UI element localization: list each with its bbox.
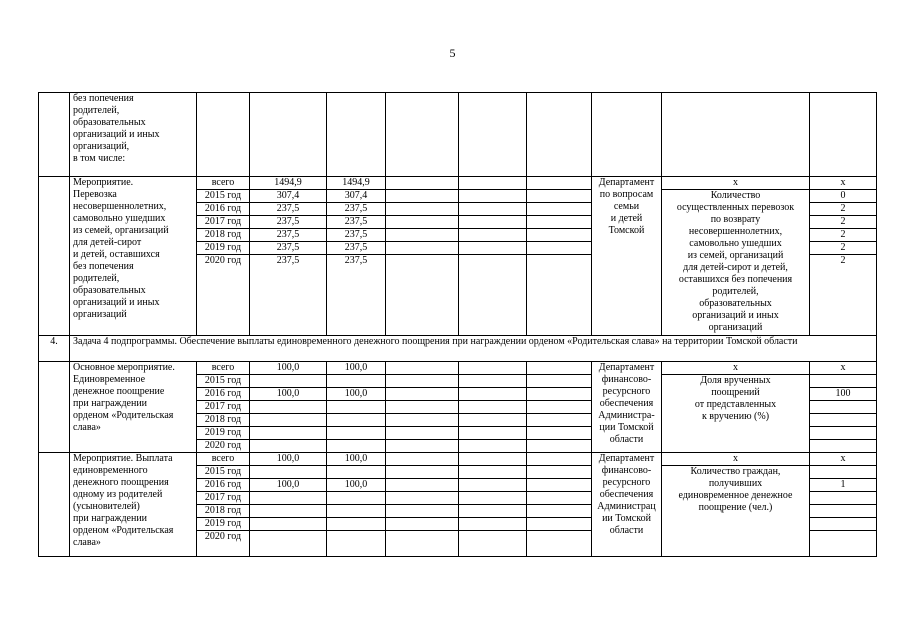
table-cell xyxy=(250,93,327,177)
budget-cell xyxy=(327,401,386,414)
empty-cell xyxy=(459,388,527,401)
year-cell: 2020 год xyxy=(197,255,250,336)
total-cell: 100,0 xyxy=(250,479,327,492)
empty-cell xyxy=(527,466,592,479)
empty-cell xyxy=(459,177,527,190)
budget-cell: 100,0 xyxy=(327,479,386,492)
indicator-value: 2 xyxy=(810,229,877,242)
table-cell xyxy=(39,93,70,177)
empty-cell xyxy=(459,375,527,388)
empty-cell xyxy=(386,479,459,492)
empty-cell xyxy=(527,427,592,440)
empty-cell xyxy=(386,375,459,388)
empty-cell xyxy=(459,242,527,255)
year-cell: всего xyxy=(197,362,250,375)
executor-cell: Департамент по вопросам семьи и детей Томской xyxy=(592,177,662,336)
budget-cell: 237,5 xyxy=(327,229,386,242)
table-row xyxy=(39,336,877,362)
year-cell: 2016 год xyxy=(197,479,250,492)
empty-cell xyxy=(527,479,592,492)
empty-cell xyxy=(386,177,459,190)
year-cell: 2019 год xyxy=(197,242,250,255)
empty-cell xyxy=(527,531,592,557)
empty-cell xyxy=(386,453,459,466)
total-cell: 237,5 xyxy=(250,229,327,242)
empty-cell xyxy=(527,453,592,466)
table-row xyxy=(39,453,877,466)
table-row xyxy=(39,177,877,190)
year-cell: 2017 год xyxy=(197,492,250,505)
indicator-value: 2 xyxy=(810,203,877,216)
measure-name: Мероприятие. Выплата единовременного денежного поощрения одному из родителей (усыновителей) при награждении орденом «Родительская слава» xyxy=(70,453,197,557)
empty-cell xyxy=(527,492,592,505)
empty-cell xyxy=(386,216,459,229)
budget-cell: 237,5 xyxy=(327,242,386,255)
year-cell: 2016 год xyxy=(197,203,250,216)
indicator-value xyxy=(810,375,877,388)
empty-cell xyxy=(386,190,459,203)
empty-cell xyxy=(459,466,527,479)
empty-cell xyxy=(527,440,592,453)
indicator-cell: Доля врученных поощрений от представленных к вручению (%) xyxy=(662,375,810,453)
total-cell: 237,5 xyxy=(250,242,327,255)
table-cell xyxy=(386,93,459,177)
empty-cell xyxy=(386,229,459,242)
table-cell xyxy=(527,93,592,177)
budget-cell: 100,0 xyxy=(327,453,386,466)
indicator-value xyxy=(810,505,877,518)
empty-cell xyxy=(386,440,459,453)
indicator-cell: Количество граждан, получивших единовременное денежное поощрение (чел.) xyxy=(662,466,810,557)
table-body xyxy=(39,93,877,557)
budget-cell xyxy=(327,518,386,531)
budget-cell: 100,0 xyxy=(327,388,386,401)
year-cell: 2017 год xyxy=(197,216,250,229)
empty-cell xyxy=(386,466,459,479)
indicator-value: 1 xyxy=(810,479,877,492)
empty-cell xyxy=(527,375,592,388)
budget-cell xyxy=(327,531,386,557)
indicator-value xyxy=(810,401,877,414)
table-cell xyxy=(327,93,386,177)
budget-cell: 237,5 xyxy=(327,203,386,216)
task-title: Задача 4 подпрограммы. Обеспечение выплаты единовременного денежного поощрения при награждении орденом «Родительская слава» на территории Томской области xyxy=(70,336,877,362)
indicator-value xyxy=(810,414,877,427)
empty-cell xyxy=(386,203,459,216)
table-cell xyxy=(459,93,527,177)
empty-cell xyxy=(527,505,592,518)
empty-cell xyxy=(459,453,527,466)
total-cell: 237,5 xyxy=(250,255,327,336)
budget-cell xyxy=(327,375,386,388)
year-cell: 2016 год xyxy=(197,388,250,401)
total-cell xyxy=(250,427,327,440)
year-cell: 2020 год xyxy=(197,531,250,557)
budget-cell: 100,0 xyxy=(327,362,386,375)
empty-cell xyxy=(459,440,527,453)
budget-cell xyxy=(327,440,386,453)
empty-cell xyxy=(386,414,459,427)
indicator-value: 100 xyxy=(810,388,877,401)
year-cell: 2018 год xyxy=(197,505,250,518)
intro-text: без попечения родителей, образовательных организаций и иных организаций, в том числе: xyxy=(70,93,197,177)
table-row xyxy=(39,362,877,375)
table-cell xyxy=(197,93,250,177)
empty-cell xyxy=(459,414,527,427)
total-cell xyxy=(250,440,327,453)
year-cell: 2015 год xyxy=(197,375,250,388)
empty-cell xyxy=(459,505,527,518)
empty-cell xyxy=(527,203,592,216)
budget-cell: 237,5 xyxy=(327,216,386,229)
executor-cell: Департамент финансово- ресурсного обеспечения Администрац ии Томской области xyxy=(592,453,662,557)
empty-cell xyxy=(459,255,527,336)
indicator-x: х xyxy=(662,362,810,375)
year-cell: 2017 год xyxy=(197,401,250,414)
empty-cell xyxy=(527,518,592,531)
total-cell: 1494,9 xyxy=(250,177,327,190)
indicator-value: х xyxy=(810,362,877,375)
empty-cell xyxy=(386,531,459,557)
budget-cell xyxy=(327,492,386,505)
budget-cell: 1494,9 xyxy=(327,177,386,190)
indicator-value: х xyxy=(810,453,877,466)
empty-cell xyxy=(386,401,459,414)
total-cell: 100,0 xyxy=(250,453,327,466)
table-cell xyxy=(810,93,877,177)
empty-cell xyxy=(386,388,459,401)
empty-cell xyxy=(386,242,459,255)
empty-cell xyxy=(527,255,592,336)
row-number-cell xyxy=(39,177,70,336)
total-cell xyxy=(250,466,327,479)
measure-name: Мероприятие. Перевозка несовершеннолетних, самовольно ушедших из семей, организаций для детей-сирот и детей, оставшихся без попечения родителей, образовательных организаций и иных организаций xyxy=(70,177,197,336)
total-cell: 237,5 xyxy=(250,216,327,229)
indicator-value xyxy=(810,518,877,531)
indicator-value: 2 xyxy=(810,216,877,229)
year-cell: 2019 год xyxy=(197,427,250,440)
empty-cell xyxy=(459,203,527,216)
budget-cell: 237,5 xyxy=(327,255,386,336)
empty-cell xyxy=(459,362,527,375)
indicator-value xyxy=(810,440,877,453)
total-cell xyxy=(250,531,327,557)
program-table xyxy=(38,92,877,557)
year-cell: 2019 год xyxy=(197,518,250,531)
empty-cell xyxy=(386,362,459,375)
empty-cell xyxy=(527,229,592,242)
empty-cell xyxy=(527,190,592,203)
total-cell: 307,4 xyxy=(250,190,327,203)
indicator-value: 2 xyxy=(810,255,877,336)
empty-cell xyxy=(527,216,592,229)
indicator-x: х xyxy=(662,177,810,190)
total-cell xyxy=(250,492,327,505)
empty-cell xyxy=(459,531,527,557)
row-number-cell xyxy=(39,453,70,557)
empty-cell xyxy=(386,492,459,505)
empty-cell xyxy=(527,414,592,427)
year-cell: 2018 год xyxy=(197,229,250,242)
indicator-value xyxy=(810,531,877,557)
measure-name: Основное мероприятие. Единовременное денежное поощрение при награждении орденом «Родительская слава» xyxy=(70,362,197,453)
indicator-value xyxy=(810,427,877,440)
empty-cell xyxy=(386,505,459,518)
empty-cell xyxy=(527,242,592,255)
total-cell xyxy=(250,518,327,531)
budget-cell xyxy=(327,505,386,518)
year-cell: 2020 год xyxy=(197,440,250,453)
indicator-value: х xyxy=(810,177,877,190)
year-cell: 2015 год xyxy=(197,466,250,479)
total-cell xyxy=(250,505,327,518)
total-cell: 100,0 xyxy=(250,388,327,401)
empty-cell xyxy=(527,388,592,401)
indicator-cell: Количество осуществленных перевозок по возврату несовершеннолетних, самовольно ушедших из семей, организаций для детей-сирот и детей, оставшихся без попечения родителей, образовательных организаций и иных организаций xyxy=(662,190,810,336)
indicator-value: 0 xyxy=(810,190,877,203)
page-number: 5 xyxy=(449,46,456,60)
empty-cell xyxy=(459,216,527,229)
budget-cell xyxy=(327,466,386,479)
indicator-value: 2 xyxy=(810,242,877,255)
year-cell: всего xyxy=(197,453,250,466)
total-cell xyxy=(250,414,327,427)
year-cell: 2018 год xyxy=(197,414,250,427)
empty-cell xyxy=(459,401,527,414)
empty-cell xyxy=(386,518,459,531)
year-cell: всего xyxy=(197,177,250,190)
row-number-cell xyxy=(39,362,70,453)
indicator-value xyxy=(810,492,877,505)
empty-cell xyxy=(386,255,459,336)
budget-cell xyxy=(327,414,386,427)
budget-cell: 307,4 xyxy=(327,190,386,203)
empty-cell xyxy=(386,427,459,440)
table-row xyxy=(39,93,877,177)
total-cell xyxy=(250,375,327,388)
table-cell xyxy=(592,93,662,177)
table-cell xyxy=(662,93,810,177)
empty-cell xyxy=(527,362,592,375)
empty-cell xyxy=(459,229,527,242)
empty-cell xyxy=(459,518,527,531)
empty-cell xyxy=(459,479,527,492)
indicator-x: х xyxy=(662,453,810,466)
task-number: 4. xyxy=(39,336,70,362)
empty-cell xyxy=(459,190,527,203)
empty-cell xyxy=(527,401,592,414)
total-cell: 100,0 xyxy=(250,362,327,375)
empty-cell xyxy=(459,427,527,440)
indicator-value xyxy=(810,466,877,479)
total-cell xyxy=(250,401,327,414)
empty-cell xyxy=(527,177,592,190)
year-cell: 2015 год xyxy=(197,190,250,203)
total-cell: 237,5 xyxy=(250,203,327,216)
executor-cell: Департамент финансово- ресурсного обеспечения Администра- ции Томской области xyxy=(592,362,662,453)
empty-cell xyxy=(459,492,527,505)
budget-cell xyxy=(327,427,386,440)
